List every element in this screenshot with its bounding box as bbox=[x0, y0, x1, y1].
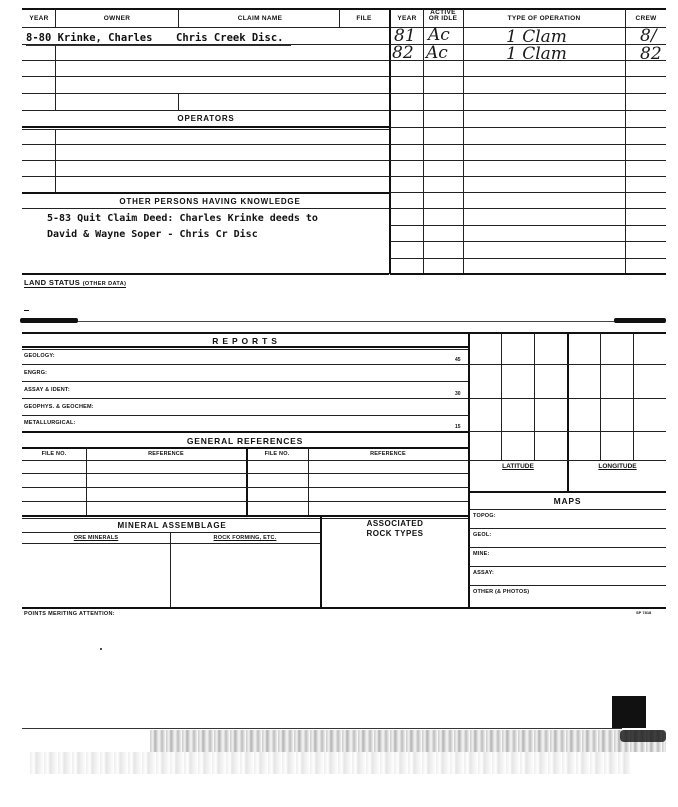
activity-operation-81: 1 Clam bbox=[506, 27, 567, 47]
mineral-assemblage-title: MINERAL ASSEMBLAGE bbox=[117, 521, 227, 530]
ref-header-reference-1: REFERENCE bbox=[148, 451, 184, 457]
report-geology: GEOLOGY: bbox=[24, 353, 55, 359]
activity-crew-81: 8/ bbox=[640, 26, 657, 46]
maps-geol: GEOL: bbox=[473, 532, 492, 538]
header-type-of-operation: TYPE OF OPERATION bbox=[507, 15, 581, 22]
scan-noise-band bbox=[150, 730, 666, 752]
maps-assay: ASSAY: bbox=[473, 570, 495, 576]
associated-rock-types-title bbox=[322, 519, 468, 539]
activity-status-81: Ac bbox=[428, 25, 450, 45]
other-persons-line-1: 5-83 Quit Claim Deed: Charles Krinke deeds to bbox=[47, 213, 318, 224]
general-references-title: GENERAL REFERENCES bbox=[186, 436, 304, 446]
activity-operation-82: 1 Clam bbox=[506, 44, 567, 64]
header-year: YEAR bbox=[29, 15, 49, 22]
points-meriting-attention-label: POINTS MERITING ATTENTION: bbox=[24, 611, 115, 617]
reports-title: R E P O R T S bbox=[212, 336, 278, 346]
associated-line-2: ROCK TYPES bbox=[366, 529, 424, 538]
report-number-15: 15 bbox=[455, 424, 461, 430]
header-crew: CREW bbox=[635, 15, 657, 22]
ref-header-reference-2: REFERENCE bbox=[370, 451, 406, 457]
maps-topog: TOPOG: bbox=[473, 513, 496, 519]
ref-header-file-no-1: FILE NO. bbox=[41, 451, 67, 457]
report-number-45: 45 bbox=[455, 357, 461, 363]
header-owner: OWNER bbox=[103, 15, 131, 22]
activity-year-81: 81 bbox=[394, 26, 416, 46]
report-geophys-geochem: GEOPHYS. & GEOCHEM: bbox=[24, 404, 94, 410]
header-or-idle: OR IDLE bbox=[428, 15, 458, 22]
activity-status-82: Ac bbox=[426, 43, 448, 63]
form-code: SP 7818 bbox=[636, 610, 652, 615]
report-number-30: 30 bbox=[455, 391, 461, 397]
scan-noise-dots bbox=[30, 752, 630, 774]
ore-minerals-header: ORE MINERALS bbox=[73, 535, 119, 541]
land-status-subtitle: (OTHER DATA) bbox=[82, 281, 127, 287]
latitude-label: LATITUDE bbox=[502, 463, 534, 470]
header-active: ACTIVE bbox=[430, 9, 456, 16]
header-active-or-idle bbox=[424, 10, 462, 22]
header-claim-name: CLAIM NAME bbox=[237, 15, 283, 22]
report-assay-ident: ASSAY & IDENT: bbox=[24, 387, 70, 393]
maps-title: MAPS bbox=[553, 496, 582, 506]
operators-title: OPERATORS bbox=[177, 114, 235, 123]
maps-mine: MINE: bbox=[473, 551, 490, 557]
other-persons-title: OTHER PERSONS HAVING KNOWLEDGE bbox=[119, 197, 301, 206]
claim-entry-name: Chris Creek Disc. bbox=[176, 32, 284, 44]
header-file: FILE bbox=[356, 15, 372, 22]
header-year-2: YEAR bbox=[397, 15, 417, 22]
maps-other-photos: OTHER (& PHOTOS) bbox=[473, 589, 530, 595]
report-engrg: ENGRG: bbox=[24, 370, 48, 376]
other-persons-line-2: David & Wayne Soper - Chris Cr Disc bbox=[47, 229, 258, 240]
report-metallurgical: METALLURGICAL: bbox=[24, 420, 76, 426]
claim-entry-owner: 8-80 Krinke, Charles bbox=[26, 32, 153, 44]
rock-forming-header: ROCK FORMING, ETC. bbox=[213, 535, 277, 541]
longitude-label: LONGITUDE bbox=[598, 463, 637, 470]
associated-line-1: ASSOCIATED bbox=[366, 519, 424, 528]
land-status-title: LAND STATUS bbox=[24, 278, 81, 287]
activity-year-82: 82 bbox=[392, 43, 414, 63]
land-status-label bbox=[24, 278, 126, 288]
activity-crew-82: 82 bbox=[640, 44, 662, 64]
ref-header-file-no-2: FILE NO. bbox=[264, 451, 290, 457]
